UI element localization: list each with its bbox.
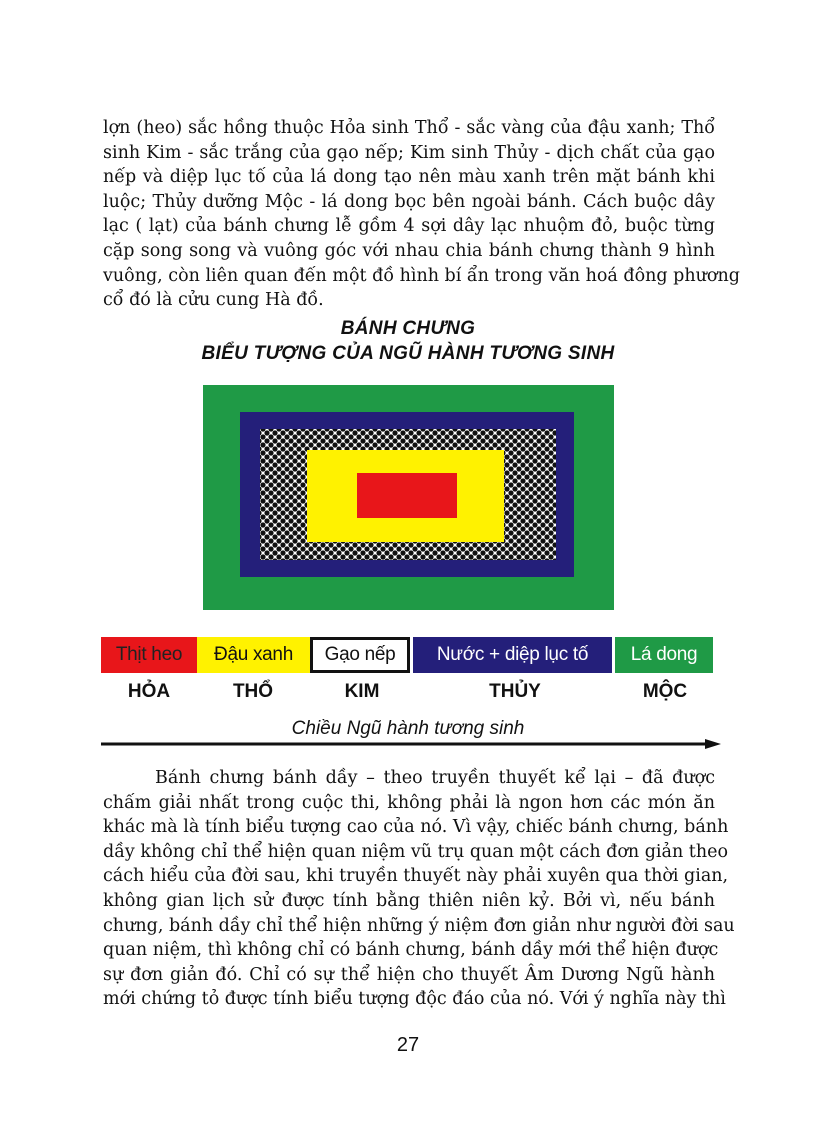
page-number: 27 — [396, 1034, 420, 1056]
figure-subtitle: BIỂU TƯỢNG CỦA NGŨ HÀNH TƯƠNG SINH — [201, 343, 615, 364]
legend-dau-xanh: Đậu xanh — [197, 637, 310, 673]
banh-chung-diagram — [203, 385, 614, 610]
text-line: khác mà là tính biểu tượng cao của nó. Vì vậy, chiếc bánh chưng, bánh — [103, 817, 729, 838]
text-line: cách hiểu của đời sau, khi truyền thuyết này phải xuyên qua thời gian, — [103, 866, 729, 887]
legend-nuoc-diep-luc-to: Nước + diệp lục tố — [410, 637, 615, 673]
text-line: lạc ( lạt) của bánh chưng lễ gồm 4 sợi dây lạc nhuộm đỏ, buộc từng — [103, 216, 715, 237]
element-moc: MỘC — [642, 681, 688, 702]
legend-thit-heo: Thịt heo — [101, 637, 197, 673]
element-hoa: HỎA — [127, 681, 171, 702]
paragraph-2 — [103, 766, 735, 1012]
element-thuy: THỦY — [489, 681, 541, 702]
direction-arrow — [101, 737, 723, 751]
text-line: chấm giải nhất trong cuộc thi, không phải là ngon hơn các món ăn — [103, 792, 715, 813]
text-line: cổ đó là cửu cung Hà đồ. — [103, 290, 324, 311]
figure-title: BÁNH CHƯNG — [340, 318, 476, 339]
text-line: nếp và diệp lục tố của lá dong tạo nên màu xanh trên mặt bánh khi — [103, 167, 715, 188]
direction-label: Chiều Ngũ hành tương sinh — [291, 718, 525, 739]
element-tho: THỔ — [232, 681, 274, 702]
thit-heo-layer — [357, 473, 457, 518]
text-line: dầy không chỉ thể hiện quan niệm vũ trụ quan một cách đơn giản theo — [103, 841, 728, 862]
text-line: chưng, bánh dầy chỉ thể hiện những ý niệm đơn giản như người đời sau — [103, 915, 735, 936]
text-line: sự đơn giản đó. Chỉ có sự thể hiện cho thuyết Âm Dương Ngũ hành — [103, 964, 715, 985]
text-line: Bánh chưng bánh dầy – theo truyền thuyết kể lại – đã được — [155, 768, 715, 788]
paragraph-1 — [103, 116, 740, 313]
element-kim: KIM — [344, 681, 380, 702]
legend-la-dong: Lá dong — [615, 637, 713, 673]
legend-gao-nep: Gạo nếp — [310, 637, 410, 673]
text-line: vuông, còn liên quan đến một đồ hình bí ẩn trong văn hoá đông phương — [103, 265, 740, 286]
legend-bar — [101, 637, 713, 673]
text-line: luộc; Thủy dưỡng Mộc - lá dong bọc bên ngoài bánh. Cách buộc dây — [103, 191, 715, 212]
text-line: cặp song song và vuông góc với nhau chia bánh chưng thành 9 hình — [103, 240, 715, 261]
text-line: không gian lịch sử được tính bằng thiên niên kỷ. Bởi vì, nếu bánh — [103, 890, 715, 911]
text-line: sinh Kim - sắc trắng của gạo nếp; Kim sinh Thủy - dịch chất của gạo — [103, 142, 715, 163]
text-line: quan niệm, thì không chỉ có bánh chưng, bánh dầy mới thể hiện được — [103, 940, 719, 961]
text-line: lợn (heo) sắc hồng thuộc Hỏa sinh Thổ - sắc vàng của đậu xanh; Thổ — [103, 118, 715, 138]
text-line: mới chứng tỏ được tính biểu tượng độc đáo của nó. Với ý nghĩa này thì — [103, 989, 726, 1010]
